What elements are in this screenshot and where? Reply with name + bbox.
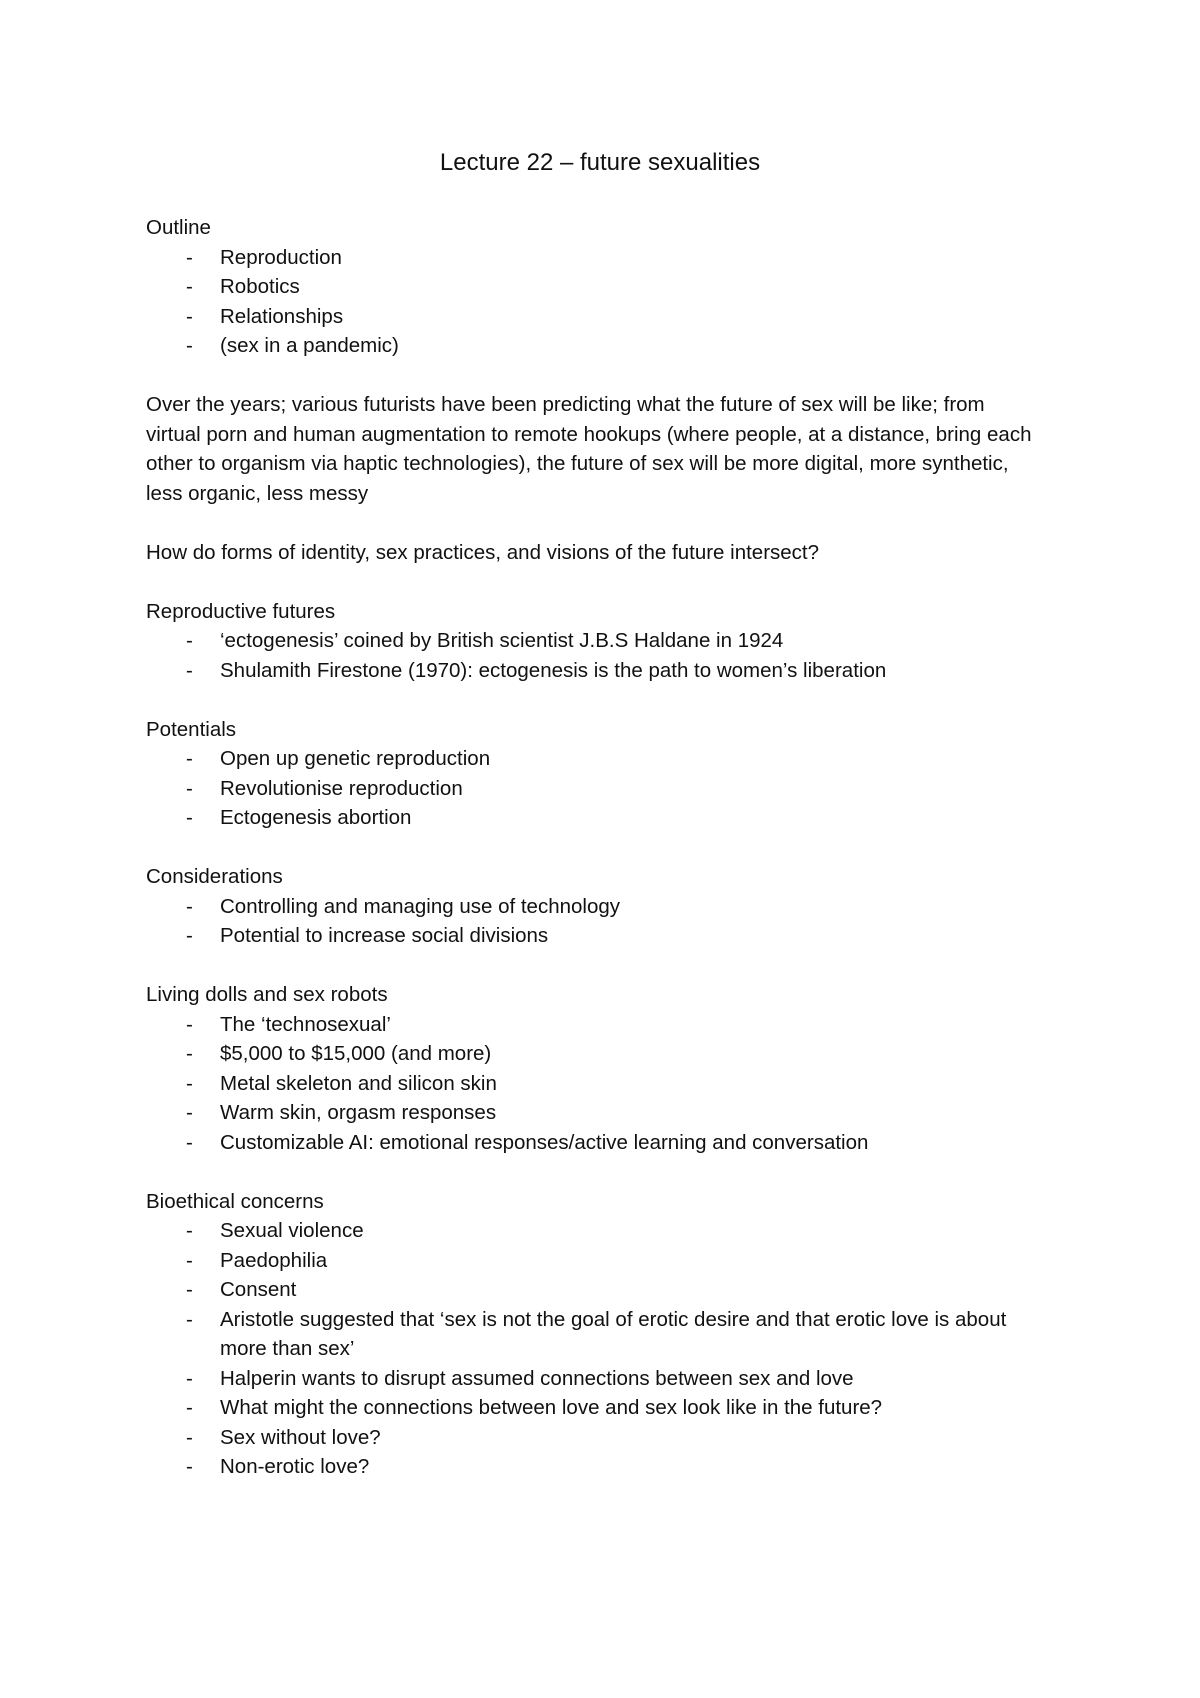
considerations-list <box>146 892 1036 951</box>
list-item-text: Paedophilia <box>220 1248 328 1272</box>
section-heading: Outline <box>146 216 211 239</box>
list-item <box>146 1452 1036 1482</box>
list-item-text: ‘ectogenesis’ coined by British scientist J.B.S Haldane in 1924 <box>220 629 784 652</box>
dash-marker: - <box>186 1101 193 1124</box>
list-item-text: Metal skeleton and silicon skin <box>220 1071 497 1095</box>
dash-marker: - <box>186 1071 193 1095</box>
list-item-text: Sexual violence <box>220 1219 364 1242</box>
section-heading: Bioethical concerns <box>146 1189 324 1213</box>
document-body <box>146 213 1036 1482</box>
question-paragraph: How do forms of identity, sex practices, and visions of the future intersect? <box>146 540 820 564</box>
section-heading: Considerations <box>146 865 283 888</box>
list-item-text: Shulamith Firestone (1970): ectogenesis is the path to women’s liberation <box>220 658 887 682</box>
list-item <box>146 774 1036 804</box>
document-title: Lecture 22 – future sexualities <box>439 149 761 176</box>
list-item-text: Relationships <box>220 304 344 328</box>
reproductive-futures-list <box>146 626 1036 685</box>
list-item <box>146 1246 1036 1276</box>
dash-marker: - <box>186 1248 193 1272</box>
list-item-text: What might the connections between love and sex look like in the future? <box>220 1396 883 1419</box>
list-item-text: Ectogenesis abortion <box>220 806 412 829</box>
dash-marker: - <box>186 894 193 918</box>
list-item <box>146 1128 1036 1158</box>
list-item <box>146 1393 1036 1423</box>
list-item-text: $5,000 to $15,000 (and more) <box>220 1042 492 1065</box>
list-item-text: Potential to increase social divisions <box>220 924 549 947</box>
section-heading: Reproductive futures <box>146 599 336 623</box>
intro-paragraph: Over the years; various futurists have been predicting what the future of sex will be like; from virtual porn and human augmentation to remote hookups (where people, at a distance, bring each other to organism via haptic technologies), the future of sex will be more digital, more synthetic, less organic, less messy <box>146 393 1032 505</box>
list-item-text: (sex in a pandemic) <box>220 334 399 357</box>
dash-marker: - <box>186 806 193 829</box>
dash-marker: - <box>186 1012 193 1036</box>
list-item-text: The ‘technosexual’ <box>220 1012 391 1036</box>
dash-marker: - <box>186 1396 193 1419</box>
section-reproductive-futures <box>146 597 1036 686</box>
list-item-text: Controlling and managing use of technology <box>220 894 621 918</box>
dash-marker: - <box>186 747 193 770</box>
list-item <box>146 1275 1036 1305</box>
list-item-text: Robotics <box>220 275 300 298</box>
dash-marker: - <box>186 245 193 269</box>
list-item <box>146 331 1036 361</box>
list-item <box>146 744 1036 774</box>
list-item <box>146 302 1036 332</box>
dash-marker: - <box>186 1278 193 1301</box>
list-item-text: Customizable AI: emotional responses/active learning and conversation <box>220 1130 869 1154</box>
list-item-text: Halperin wants to disrupt assumed connections between sex and love <box>220 1366 854 1390</box>
dash-marker: - <box>186 334 193 357</box>
list-item <box>146 1423 1036 1453</box>
dash-marker: - <box>186 924 193 947</box>
dash-marker: - <box>186 1042 193 1065</box>
dash-marker: - <box>186 776 193 800</box>
dash-marker: - <box>186 1455 193 1478</box>
spacer <box>146 567 1036 597</box>
spacer <box>146 1157 1036 1187</box>
list-item <box>146 243 1036 273</box>
living-dolls-list <box>146 1010 1036 1158</box>
list-item <box>146 1364 1036 1394</box>
list-item-text: Non-erotic love? <box>220 1455 370 1478</box>
dash-marker: - <box>186 304 193 328</box>
dash-marker: - <box>186 629 193 652</box>
section-heading: Living dolls and sex robots <box>146 983 388 1006</box>
list-item-text: Warm skin, orgasm responses <box>220 1101 497 1124</box>
section-bioethical-concerns <box>146 1187 1036 1482</box>
list-item-text: Sex without love? <box>220 1425 381 1449</box>
section-considerations <box>146 862 1036 951</box>
section-heading: Potentials <box>146 717 237 741</box>
list-item-text: Revolutionise reproduction <box>220 776 463 800</box>
potentials-list <box>146 744 1036 833</box>
spacer <box>146 361 1036 391</box>
list-item <box>146 1069 1036 1099</box>
list-item <box>146 1216 1036 1246</box>
list-item <box>146 803 1036 833</box>
list-item <box>146 892 1036 922</box>
section-outline <box>146 213 1036 361</box>
list-item <box>146 1305 1036 1364</box>
list-item-text: Consent <box>220 1278 297 1301</box>
section-potentials <box>146 715 1036 833</box>
list-item <box>146 626 1036 656</box>
spacer <box>146 833 1036 863</box>
list-item <box>146 1039 1036 1069</box>
dash-marker: - <box>186 275 193 298</box>
list-item <box>146 921 1036 951</box>
outline-list <box>146 243 1036 361</box>
list-item-text: Reproduction <box>220 245 342 269</box>
list-item <box>146 656 1036 686</box>
section-living-dolls <box>146 980 1036 1157</box>
spacer <box>146 685 1036 715</box>
dash-marker: - <box>186 1307 193 1331</box>
bioethical-list <box>146 1216 1036 1482</box>
list-item <box>146 1098 1036 1128</box>
list-item-text: Open up genetic reproduction <box>220 747 491 770</box>
list-item <box>146 272 1036 302</box>
dash-marker: - <box>186 658 193 682</box>
dash-marker: - <box>186 1366 193 1390</box>
spacer <box>146 951 1036 981</box>
dash-marker: - <box>186 1130 193 1154</box>
list-item-text: Aristotle suggested that ‘sex is not the goal of erotic desire and that erotic love is about more than sex’ <box>220 1307 1007 1360</box>
list-item <box>146 1010 1036 1040</box>
dash-marker: - <box>186 1425 193 1449</box>
spacer <box>146 508 1036 538</box>
dash-marker: - <box>186 1219 193 1242</box>
